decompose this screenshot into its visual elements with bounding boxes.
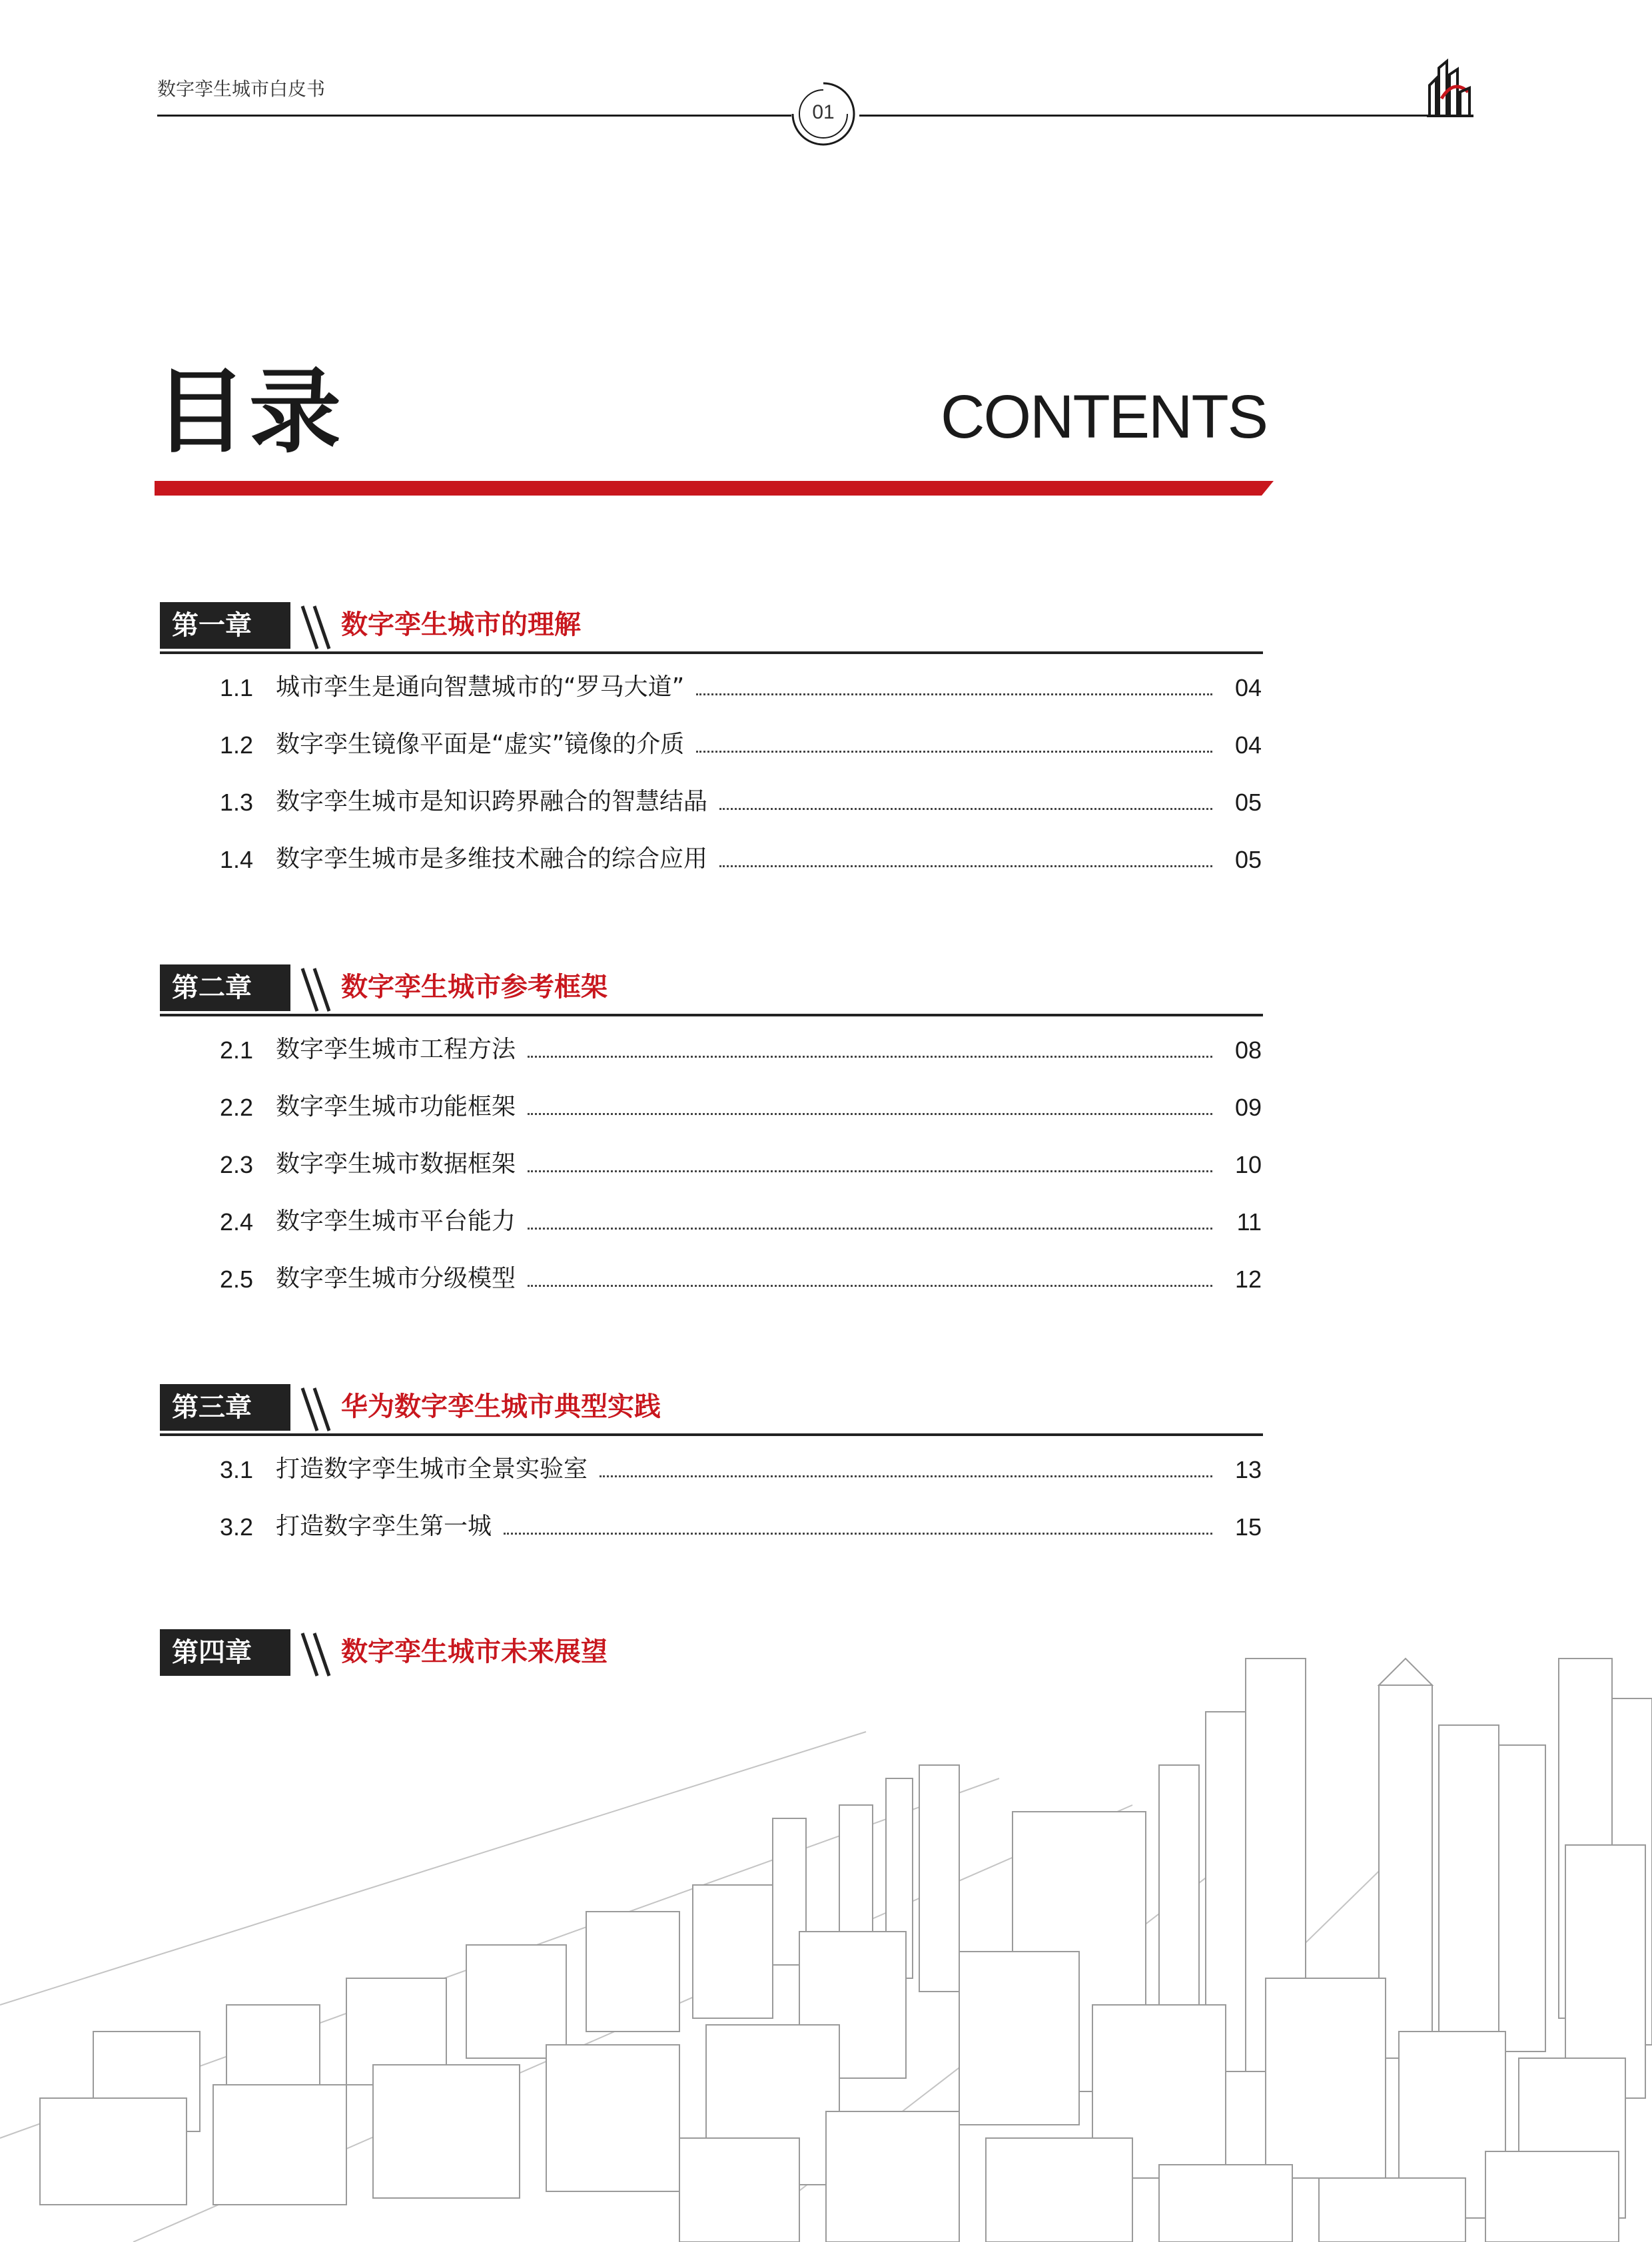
leader-dots — [528, 1228, 1212, 1230]
section-number: 2.5 — [220, 1266, 254, 1293]
chapter-title[interactable]: 数字孪生城市未来展望 — [341, 1637, 608, 1667]
section-title: 数字孪生城市是多维技术融合的综合应用 — [276, 845, 708, 873]
page-number: 01 — [812, 101, 835, 123]
section-title: 数字孪生城市分级模型 — [276, 1265, 516, 1292]
section-number: 2.3 — [220, 1151, 254, 1178]
section-number: 2.1 — [220, 1036, 254, 1064]
toc-entry[interactable] — [160, 826, 1266, 883]
leader-dots — [504, 1533, 1212, 1535]
section-number: 1.2 — [220, 731, 254, 759]
toc-entry[interactable] — [160, 1016, 1266, 1074]
section-page: 08 — [1234, 1036, 1262, 1064]
section-title: 数字孪生城市平台能力 — [276, 1208, 516, 1235]
leader-dots — [528, 1056, 1212, 1058]
section-number: 1.3 — [220, 789, 254, 816]
section-number: 2.4 — [220, 1208, 254, 1236]
section-title: 打造数字孪生第一城 — [276, 1513, 492, 1540]
chapter-slash-icon — [297, 1384, 337, 1433]
chapter-tag: 第三章 — [160, 1384, 290, 1431]
leader-dots — [719, 865, 1212, 867]
chapter-title[interactable]: 数字孪生城市参考框架 — [341, 972, 608, 1002]
chapter-slash-icon — [297, 602, 337, 651]
section-page: 05 — [1234, 789, 1262, 816]
section-number: 3.1 — [220, 1456, 254, 1483]
leader-dots — [719, 808, 1212, 810]
title-underline-bar — [155, 481, 1274, 496]
leader-dots — [528, 1285, 1212, 1287]
toc-entry[interactable] — [160, 654, 1266, 711]
chapter-tag: 第四章 — [160, 1629, 290, 1676]
toc-entry[interactable] — [160, 1131, 1266, 1188]
section-title: 数字孪生城市是知识跨界融合的智慧结晶 — [276, 788, 708, 815]
section-page: 05 — [1234, 846, 1262, 873]
chapter-slash-icon — [297, 964, 337, 1014]
section-page: 12 — [1234, 1266, 1262, 1293]
section-title: 数字孪生城市数据框架 — [276, 1150, 516, 1178]
section-page: 13 — [1234, 1456, 1262, 1483]
section-number: 2.2 — [220, 1094, 254, 1121]
chapter-title[interactable]: 数字孪生城市的理解 — [341, 609, 581, 640]
cityscape-illustration-icon — [0, 1632, 1652, 2242]
leader-dots — [528, 1170, 1212, 1172]
chapter-tag: 第一章 — [160, 602, 290, 649]
page-number-badge — [791, 81, 856, 147]
chapter-title[interactable]: 华为数字孪生城市典型实践 — [341, 1391, 661, 1422]
leader-dots — [696, 751, 1212, 753]
section-title: 城市孪生是通向智慧城市的“罗马大道” — [276, 673, 685, 701]
section-page: 10 — [1234, 1151, 1262, 1178]
chapter-tag: 第二章 — [160, 964, 290, 1011]
section-number: 3.2 — [220, 1513, 254, 1541]
section-page: 04 — [1234, 674, 1262, 701]
section-title: 打造数字孪生城市全景实验室 — [276, 1455, 588, 1483]
section-title: 数字孪生城市工程方法 — [276, 1036, 516, 1063]
section-title: 数字孪生镜像平面是“虚实”镜像的介质 — [276, 731, 685, 758]
toc-entry[interactable] — [160, 769, 1266, 826]
section-title: 数字孪生城市功能框架 — [276, 1093, 516, 1120]
section-page: 15 — [1234, 1513, 1262, 1541]
toc-entry[interactable] — [160, 1493, 1266, 1551]
toc-entry[interactable] — [160, 1074, 1266, 1131]
leader-dots — [696, 693, 1212, 695]
chapter-3 — [160, 1384, 1266, 1541]
book-title: 数字孪生城市白皮书 — [157, 78, 326, 100]
page-title-english: CONTENTS — [941, 383, 1267, 451]
chapter-1 — [160, 602, 1266, 873]
section-page: 11 — [1236, 1208, 1262, 1236]
leader-dots — [528, 1113, 1212, 1115]
section-page: 04 — [1234, 731, 1262, 759]
toc-entry[interactable] — [160, 1188, 1266, 1246]
leader-dots — [600, 1475, 1212, 1477]
city-skyline-logo-icon — [1427, 59, 1473, 119]
toc-entry[interactable] — [160, 1436, 1266, 1493]
header-rule-left — [157, 115, 791, 117]
page-title: 目录 — [155, 358, 344, 466]
section-page: 09 — [1234, 1094, 1262, 1121]
header-rule-right — [859, 115, 1430, 117]
section-number: 1.4 — [220, 846, 254, 873]
toc-entry[interactable] — [160, 711, 1266, 769]
section-number: 1.1 — [220, 674, 254, 701]
chapter-2 — [160, 964, 1266, 1293]
toc-entry[interactable] — [160, 1246, 1266, 1303]
